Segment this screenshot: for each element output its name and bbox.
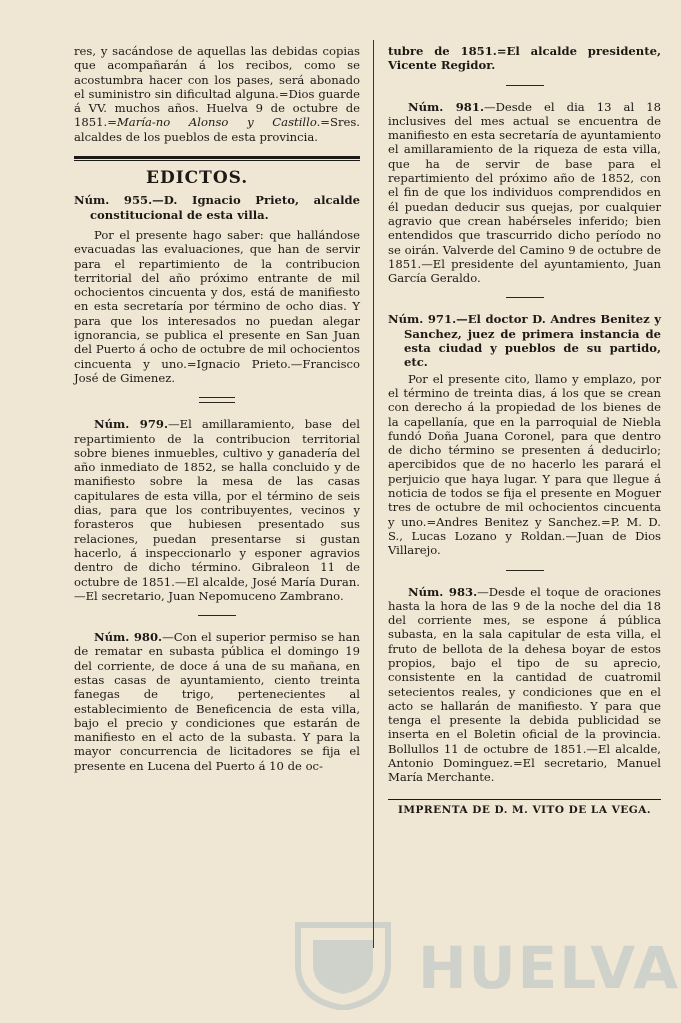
edict-980-number: Núm. 980. xyxy=(94,630,163,645)
edict-979-body: —El amillaramiento, base del repartimiento de la contribucion territorial sobre bienes inmuebles, cultivo y ganadería del año inmediato de 1852, se halla concluido y de manifiesto sobre la mesa de las casas capitulares de esta villa, por el término de seis dias, para que los contribuyentes, vecinos y forasteros que hubiesen presentado sus relaciones, puedan presentarse si gustan hacerlo, á inspeccionarlo y esponer agravios dentro de dicho término. Gibraleon 11 de octubre de 1851.—El alcalde, José María Duran.—El secretario, Juan Nepomuceno Zambrano. xyxy=(74,417,360,603)
section-title: EDICTOS. xyxy=(146,168,249,189)
separator xyxy=(198,615,236,616)
section-rule-thin xyxy=(74,160,360,161)
separator xyxy=(506,297,544,298)
edict-971 xyxy=(388,312,661,557)
edict-971-heading: Núm. 971.—El doctor D. Andres Benitez y Sanchez, juez de primera instancia de esta ciudad y pueblos de su partido, etc. xyxy=(388,312,661,370)
right-column xyxy=(388,44,661,817)
section-rule-thick xyxy=(74,156,360,159)
edict-981 xyxy=(388,100,661,286)
separator xyxy=(506,570,544,571)
separator xyxy=(506,85,544,86)
edict-955-body: Por el presente hago saber: que hallándose evacuadas las evaluaciones, que han de servir para el repartimiento de la contribucion territorial del año próximo entrante de mil ochocientos cincuenta y dos, está de manifiesto en esta secretaría por término de ocho dias. Y para que los interesados no puedan alegar ignorancia, se publica el presente en San Juan del Puerto á ocho de octubre de mil ochocientos cincuenta y uno.=Ignacio Prieto.—Francisco José de Gimenez. xyxy=(74,227,360,385)
column-divider xyxy=(373,40,374,948)
watermark-text: HUELVA xyxy=(418,934,681,1002)
shield-icon xyxy=(288,920,398,1010)
edict-983-body: —Desde el toque de oraciones hasta la hora de las 9 de la noche del dia 18 del corriente mes, se espone á pública subasta, en la sala capitular de esta villa, el fruto de bellota de la dehesa boyar de estos propios, bajo el tipo de su aprecio, consistente en la cantidad de cuatromil setecientos reales, y condiciones que en el acto se hallarán de manifiesto. Y para que tenga el presente la debida publicidad se inserta en el Boletin oficial de la provincia. Bollullos 11 de octubre de 1851.—El alcalde, Antonio Dominguez.=El secretario, Manuel María Merchante. xyxy=(388,584,662,785)
edict-979 xyxy=(74,417,360,603)
edict-981-number: Núm. 981. xyxy=(408,99,484,114)
library-watermark xyxy=(268,920,681,1010)
edict-983 xyxy=(388,585,661,785)
edict-981-text xyxy=(388,100,661,286)
edict-980 xyxy=(74,630,360,773)
edict-981-body: —Desde el dia 13 al 18 inclusives del mes actual se encuentra de manifiesto en esta secretaría de ayuntamiento el amillaramiento de la riqueza de esta villa, que ha de servir de base para el repartimiento del próximo año de 1852, con el fin de que los individuos comprendidos en él puedan deducir sus quejas, por cualquier agravio que crean habérseles inferido; bien entendidos que trascurrido dicho período no se oirán. Valverde del Camino 9 de octubre de 1851.—El presidente del ayuntamiento, Juan García Geraldo. xyxy=(388,99,661,286)
intro-paragraph xyxy=(74,44,360,144)
continuation-text: tubre de 1851.=El alcalde presidente, Vicente Regidor. xyxy=(388,44,661,73)
edict-979-text xyxy=(74,417,360,603)
edict-983-number: Núm. 983. xyxy=(408,584,478,599)
edict-971-body: Por el presente cito, llamo y emplazo, por el término de treinta dias, á los que se crean con derecho á la propiedad de los bienes de la capellanía, que en la parroquial de Niebla fundó Doña Juana Coronel, para que dentro de dicho término se presenten á deducirlo; apercibidos que de no hacerlo les parará el perjuicio que haya lugar. Y para que llegue á noticia de todos se fija el presente en Moguer tres de octubre de mil ochocientos cincuenta y uno.=Andres Benitez y Sanchez.=P. M. D. S., Lucas Lozano y Roldan.—Juan de Dios Villarejo. xyxy=(388,371,661,558)
imprint-rule xyxy=(388,799,661,800)
intro-signers: María-no Alonso y Castillo. xyxy=(116,115,321,130)
edict-983-text xyxy=(388,585,661,785)
edict-980-text xyxy=(74,630,360,773)
imprint: IMPRENTA DE D. M. VITO DE LA VEGA. xyxy=(397,803,652,816)
edict-955 xyxy=(74,193,360,385)
double-separator xyxy=(199,397,235,403)
edict-979-number: Núm. 979. xyxy=(94,417,169,432)
intro-text: res, y sacándose de aquellas las debidas copias que acompañarán á los recibos, como se acostumbra hacer con los pases, será abonado el suministro sin dificultad alguna.=Dios guarde á VV. muchos años. Huelva 9 de octubre de 1851.= xyxy=(74,44,360,130)
left-column xyxy=(74,44,360,773)
edict-980-body: —Con el superior permiso se han de rematar en subasta pública el domingo 19 del corriente, de doce á una de su mañana, en estas casas de ayuntamiento, ciento treinta fanegas de trigo, pertenecientes al establecimiento de Beneficencia de esta villa, bajo el precio y condiciones que estarán de manifiesto en el acto de la subasta. Y para la mayor concurrencia de licitadores se fija el presente en Lucena del Puerto á 10 de oc- xyxy=(74,630,360,773)
intro-tail: =Sres. alcaldes de los pueblos de esta provincia. xyxy=(74,115,360,144)
edict-955-heading: Núm. 955.—D. Ignacio Prieto, alcalde constitucional de esta villa. xyxy=(74,193,360,222)
